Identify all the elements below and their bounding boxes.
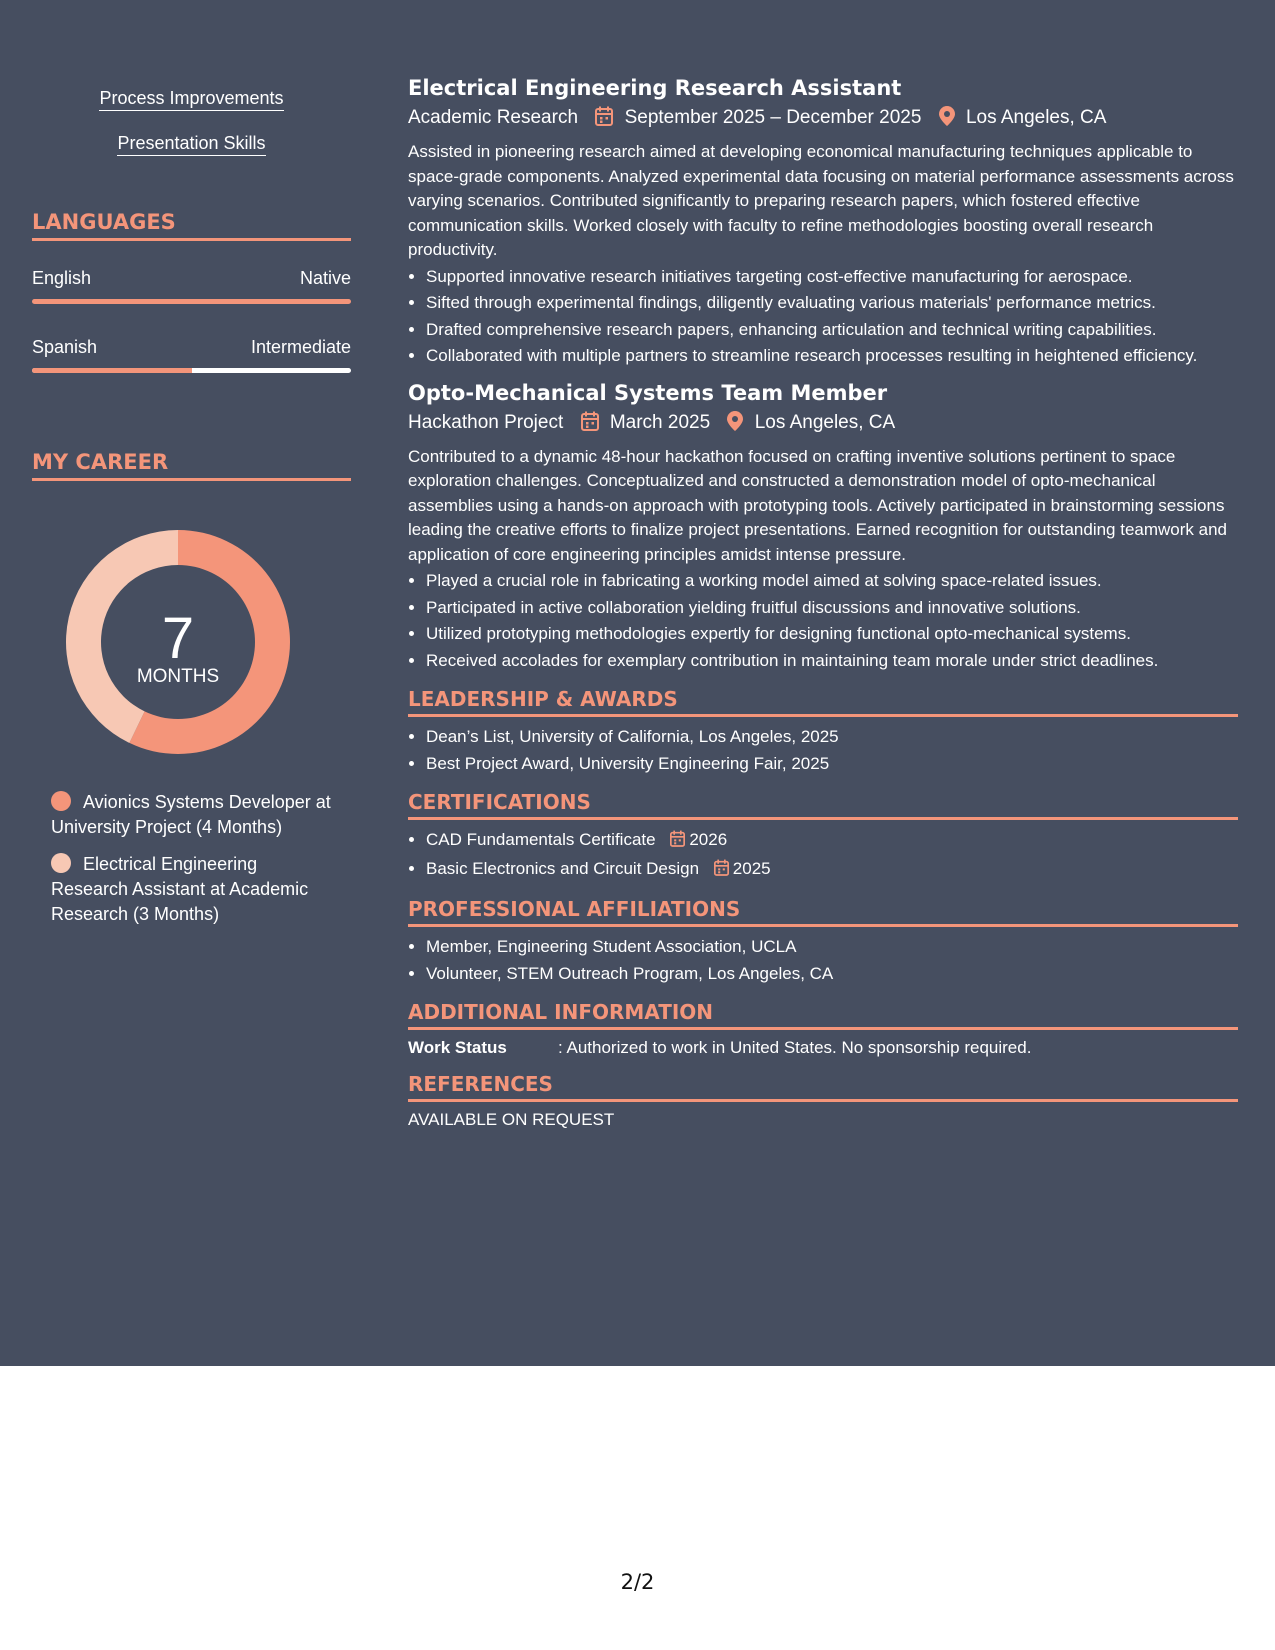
language-bar	[32, 368, 351, 373]
list-item: • Dean’s List, University of California, Los Angeles, 2025	[426, 725, 1238, 750]
job-organization: Academic Research	[408, 107, 579, 128]
certification-year: 2026	[689, 830, 728, 849]
job-title: Opto-Mechanical Systems Team Member	[408, 380, 888, 405]
certifications-section	[408, 790, 1238, 883]
calendar-icon	[670, 830, 685, 855]
calendar-icon	[714, 859, 729, 884]
job-meta	[408, 106, 1238, 132]
job-bullet: • Participated in active collaboration yielding fruitful discussions and innovative solutions.	[426, 596, 1238, 621]
job-bullet: • Sifted through experimental findings, diligently evaluating various materials' performance metrics.	[426, 291, 1238, 316]
job-entry	[408, 76, 1238, 369]
info-row	[408, 1038, 1238, 1058]
references-text: AVAILABLE ON REQUEST	[408, 1110, 615, 1129]
section-heading: REFERENCES	[408, 1072, 1238, 1102]
job-entry	[408, 381, 1238, 674]
main-content	[408, 76, 1238, 1144]
map-pin-icon	[939, 106, 955, 132]
job-location: Los Angeles, CA	[965, 107, 1107, 128]
additional-section	[408, 1000, 1238, 1058]
list-item: • Volunteer, STEM Outreach Program, Los Angeles, CA	[426, 962, 1238, 987]
calendar-icon	[595, 106, 613, 132]
job-bullet: • Played a crucial role in fabricating a working model aimed at solving space-related issues.	[426, 569, 1238, 594]
career-heading: MY CAREER	[32, 450, 351, 481]
language-name: English	[32, 268, 92, 288]
career-legend-item	[51, 852, 336, 927]
certification-name: Basic Electronics and Circuit Design	[426, 858, 700, 878]
certification-item	[426, 857, 1238, 884]
certification-year: 2025	[732, 858, 771, 878]
job-description: Assisted in pioneering research aimed at developing economical manufacturing techniques applicable to space-grade components. Analyzed experimental data focusing on material performance assessments across varying scenarios. Contributed significantly to preparing research papers, which fostered effective communication skills. Worked closely with faculty to refine methodologies boosting overall research productivity.	[408, 142, 1234, 259]
map-pin-icon	[727, 411, 743, 437]
job-dates: March 2025	[609, 411, 711, 433]
job-dates: September 2025 – December 2025	[624, 107, 922, 128]
leadership-section	[408, 687, 1238, 776]
legend-dot	[51, 791, 71, 811]
job-bullet: • Drafted comprehensive research papers, enhancing articulation and technical writing capabilities.	[426, 318, 1238, 343]
career-total-value: 7	[161, 606, 195, 671]
legend-label: Electrical Engineering Research Assistant at Academic Research (3 Months)	[51, 854, 309, 924]
job-bullet: • Received accolades for exemplary contribution in maintaining team morale under strict deadlines.	[426, 649, 1238, 674]
job-bullets	[408, 569, 1238, 673]
language-level: Native	[299, 268, 351, 288]
job-description: Contributed to a dynamic 48-hour hackathon focused on crafting inventive solutions pertinent to space exploration challenges. Conceptualized and constructed a demonstration model of opto-mechanical assemblies using a hands-on approach with prototyping tools. Actively participated in brainstorming sessions leading the creative efforts to finalize project presentations. Earned recognition for outstanding teamwork and application of core engineering principles amidst intense pressure.	[408, 446, 1228, 564]
language-bar	[32, 299, 351, 304]
list-item: • Best Project Award, University Engineering Fair, 2025	[426, 752, 1238, 777]
job-bullet: • Utilized prototyping methodologies expertly for designing functional opto-mechanical systems.	[426, 622, 1238, 647]
job-bullet: • Supported innovative research initiatives targeting cost-effective manufacturing for aerospace.	[426, 265, 1238, 290]
skill-item: Presentation Skills	[32, 133, 351, 154]
affiliations-section	[408, 897, 1238, 986]
list-item: • Member, Engineering Student Association, UCLA	[426, 935, 1238, 960]
legend-dot	[51, 853, 71, 873]
language-bar-fill	[32, 368, 192, 373]
affiliations-list	[408, 935, 1238, 986]
calendar-icon	[581, 411, 599, 437]
certification-item	[426, 828, 1238, 855]
language-name: Spanish	[32, 337, 98, 357]
job-organization: Hackathon Project	[408, 411, 564, 433]
certification-name: CAD Fundamentals Certificate	[426, 830, 656, 849]
language-level: Intermediate	[250, 337, 351, 357]
info-value: : Authorized to work in United States. No sponsorship required.	[558, 1038, 1032, 1057]
page-number: 2/2	[620, 1570, 655, 1594]
section-heading: PROFESSIONAL AFFILIATIONS	[408, 897, 1238, 927]
job-meta	[408, 411, 1238, 437]
references-section	[408, 1072, 1238, 1130]
legend-label: Avionics Systems Developer at University Project (4 Months)	[51, 792, 331, 837]
job-title: Electrical Engineering Research Assistant	[408, 76, 902, 100]
job-location: Los Angeles, CA	[754, 411, 896, 433]
section-heading: ADDITIONAL INFORMATION	[408, 1000, 1238, 1030]
skills-list-2	[32, 133, 351, 154]
career-donut-chart	[66, 530, 290, 754]
skills-list	[32, 88, 351, 109]
leadership-list	[408, 725, 1238, 776]
job-bullet: • Collaborated with multiple partners to streamline research processes resulting in heightened efficiency.	[426, 344, 1238, 369]
skill-item: Process Improvements	[32, 88, 351, 109]
section-heading: CERTIFICATIONS	[408, 790, 1238, 820]
language-bar-fill	[32, 299, 351, 304]
languages-heading: LANGUAGES	[32, 210, 351, 241]
certifications-list	[408, 828, 1238, 883]
career-total-unit: MONTHS	[136, 666, 220, 687]
career-legend-item	[51, 790, 336, 840]
job-bullets	[408, 265, 1238, 369]
info-label: Work Status	[408, 1038, 507, 1057]
section-heading: LEADERSHIP & AWARDS	[408, 687, 1238, 717]
